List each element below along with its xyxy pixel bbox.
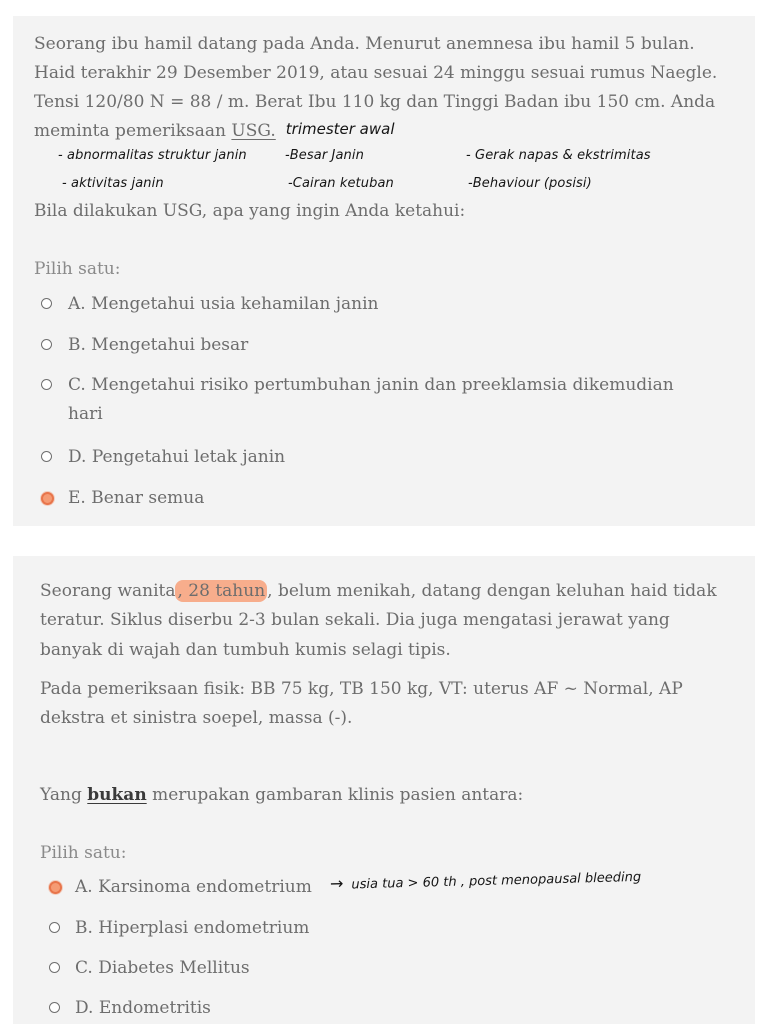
question-text-segment: Seorang wanita — [40, 581, 176, 601]
exam-text-line: Pada pemeriksaan fisik: BB 75 kg, TB 150 kg, VT: uterus AF ~ Normal, AP — [40, 679, 683, 699]
option-b-label[interactable]: B. Mengetahui besar — [68, 335, 249, 355]
handwritten-note: -Behaviour (posisi) — [468, 176, 592, 191]
question-card-2 — [13, 556, 755, 1024]
question-prompt: Bila dilakukan USG, apa yang ingin Anda ketahui: — [34, 201, 466, 221]
radio-option-d[interactable] — [49, 1002, 60, 1013]
option-a-label[interactable]: A. Karsinoma endometrium — [75, 877, 312, 897]
question-prompt-segment: Yang — [40, 785, 88, 805]
option-c-label[interactable]: C. Mengetahui risiko pertumbuhan janin dan preeklamsia dikemudian hari — [68, 375, 674, 424]
question-card-1 — [13, 16, 755, 526]
radio-option-d[interactable] — [41, 451, 52, 462]
handwritten-note-usg: trimester awal — [285, 120, 395, 138]
option-a-label[interactable]: A. Mengetahui usia kehamilan janin — [68, 294, 379, 314]
option-e-label[interactable]: E. Benar semua — [68, 488, 205, 508]
handwritten-note-option-a — [330, 865, 642, 895]
radio-option-c[interactable] — [49, 962, 60, 973]
choose-one-label: Pilih satu: — [34, 259, 121, 279]
radio-option-a[interactable] — [41, 298, 52, 309]
question-text-line — [40, 577, 717, 606]
option-c-label[interactable]: C. Diabetes Mellitus — [75, 958, 250, 978]
option-d-label[interactable]: D. Endometritis — [75, 998, 211, 1018]
question-text-segment: , belum menikah, datang dengan keluhan haid tidak — [267, 581, 717, 601]
choose-one-label: Pilih satu: — [40, 843, 127, 863]
handwritten-note: - Gerak napas & ekstrimitas — [466, 148, 651, 163]
arrow-right-icon — [330, 877, 352, 893]
question-prompt — [40, 781, 523, 810]
handwritten-note-text: usia tua > 60 th , post menopausal bleeding — [351, 869, 642, 893]
highlighted-age-text: , 28 tahun — [177, 581, 266, 601]
handwritten-note: -Cairan ketuban — [288, 176, 394, 191]
question-text-line: Tensi 120/80 N = 88 / m. Berat Ibu 110 kg dan Tinggi Badan ibu 150 cm. Anda — [34, 92, 716, 112]
radio-option-b[interactable] — [49, 922, 60, 933]
question-text-line: teratur. Siklus diserbu 2-3 bulan sekali. Dia juga mengatasi jerawat yang — [40, 610, 670, 630]
underlined-usg-text: USG. — [231, 121, 276, 141]
question-text-line: Haid terakhir 29 Desember 2019, atau sesuai 24 minggu sesuai rumus Naegle. — [34, 63, 718, 83]
option-b-label[interactable]: B. Hiperplasi endometrium — [75, 918, 310, 938]
question-prompt-segment: merupakan gambaran klinis pasien antara: — [146, 785, 524, 805]
question-text-line — [34, 117, 395, 146]
radio-option-a[interactable] — [49, 881, 62, 894]
handwritten-note: - abnormalitas struktur janin — [58, 148, 247, 163]
option-d-label[interactable]: D. Pengetahui letak janin — [68, 447, 286, 467]
question-text-line: banyak di wajah dan tumbuh kumis selagi tipis. — [40, 640, 451, 660]
question-text-segment: meminta pemeriksaan — [34, 121, 232, 141]
handwritten-note: -Besar Janin — [285, 148, 364, 163]
radio-option-b[interactable] — [41, 339, 52, 350]
question-text-line: Seorang ibu hamil datang pada Anda. Menurut anemnesa ibu hamil 5 bulan. — [34, 34, 695, 54]
exam-text-line: dekstra et sinistra soepel, massa (-). — [40, 708, 353, 728]
radio-option-c[interactable] — [41, 379, 52, 390]
radio-option-e[interactable] — [41, 492, 54, 505]
handwritten-note: - aktivitas janin — [62, 176, 164, 191]
emphasized-bukan-text: bukan — [87, 785, 147, 805]
